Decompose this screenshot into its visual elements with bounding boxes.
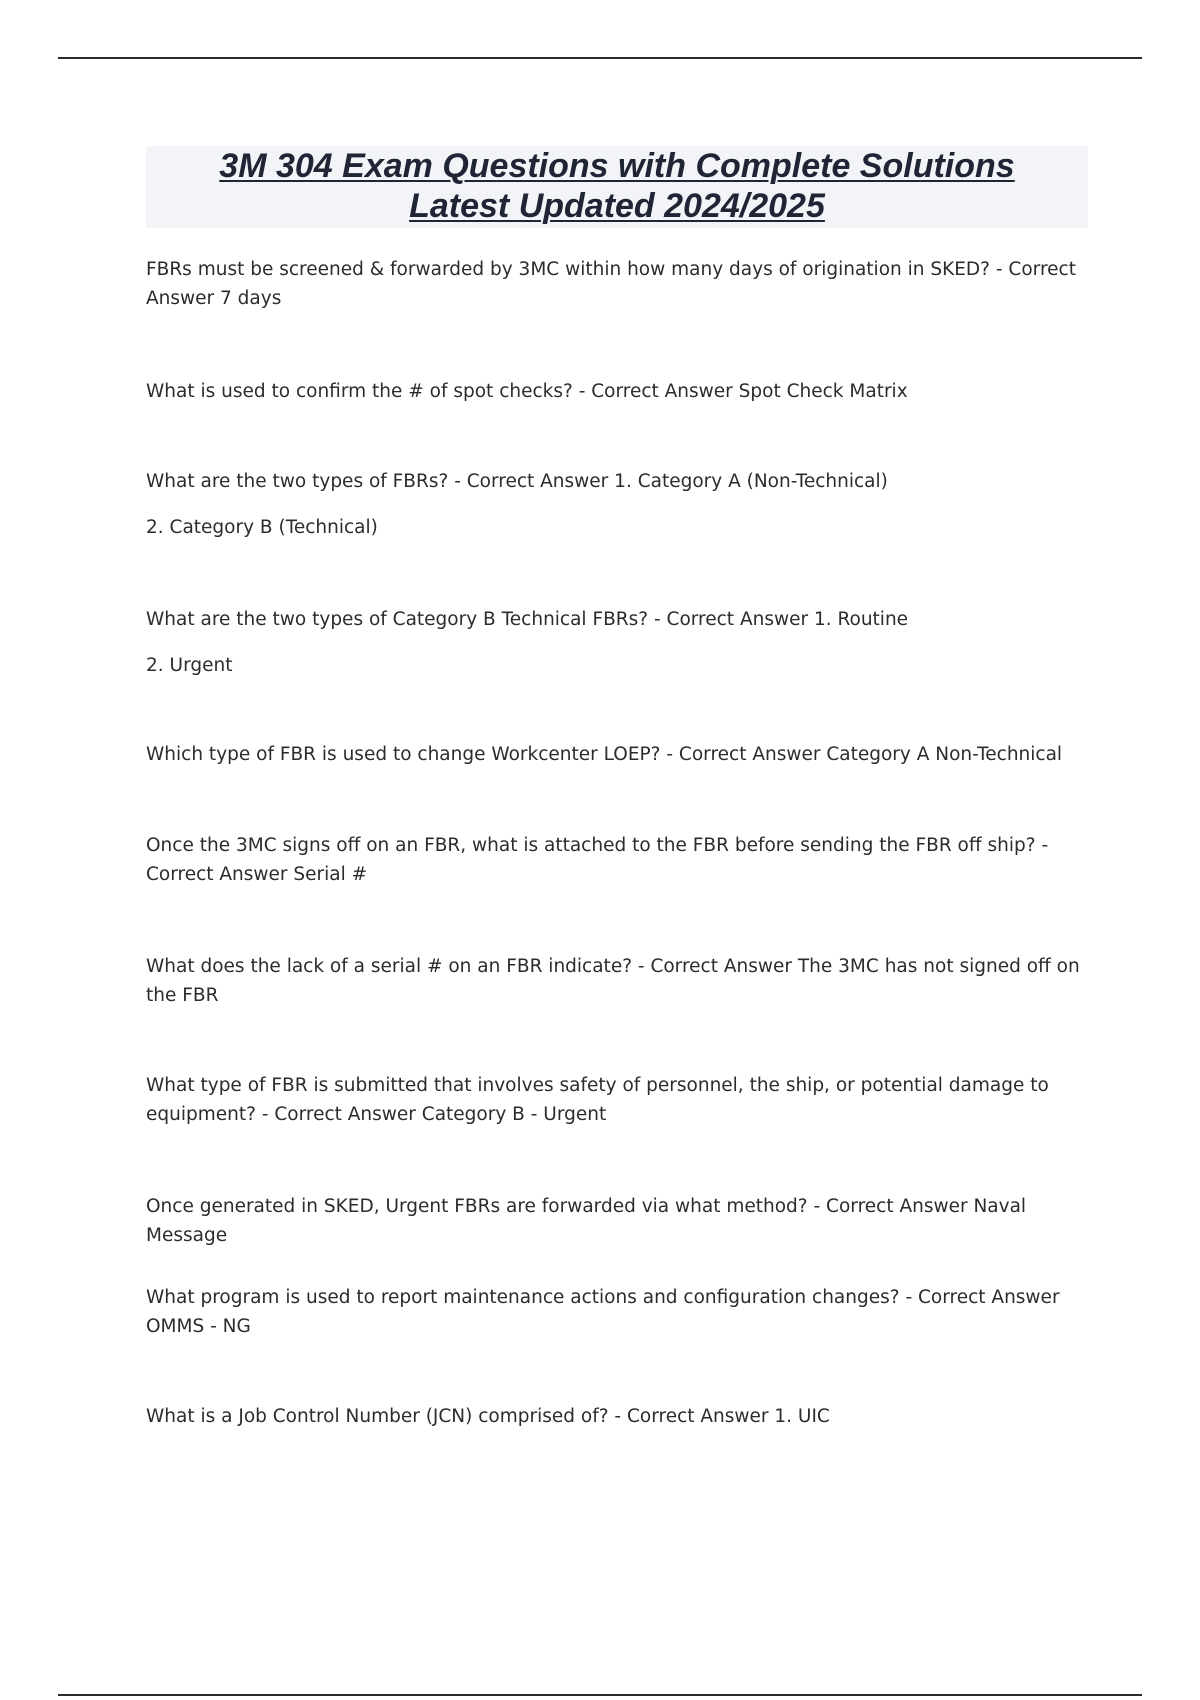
bottom-rule xyxy=(58,1694,1142,1696)
qa-item-7 xyxy=(146,952,1088,1010)
qa-text: 2. Category B (Technical) xyxy=(146,517,378,538)
document-title-line-2: Latest Updated 2024/2025 xyxy=(409,187,825,225)
qa-item-9 xyxy=(146,1192,1088,1250)
qa-text: What is used to confirm the # of spot checks? - Correct Answer Spot Check Matrix xyxy=(146,381,908,402)
qa-item-1 xyxy=(146,255,1088,313)
qa-text: 2. Urgent xyxy=(146,655,233,676)
qa-item-4 xyxy=(146,605,1088,680)
qa-text: FBRs must be screened & forwarded by 3MC within how many days of origination in SKED? - Correct Answer 7 days xyxy=(146,259,1076,309)
qa-item-10 xyxy=(146,1283,1088,1341)
qa-text: Once the 3MC signs off on an FBR, what is attached to the FBR before sending the FBR off ship? - Correct Answer Serial # xyxy=(146,835,1049,885)
qa-item-5 xyxy=(146,740,1088,769)
qa-item-6 xyxy=(146,831,1088,889)
qa-text: What program is used to report maintenance actions and configuration changes? - Correct Answer OMMS - NG xyxy=(146,1287,1060,1337)
title-banner xyxy=(146,146,1088,228)
qa-item-3 xyxy=(146,467,1088,542)
qa-text: What are the two types of FBRs? - Correct Answer 1. Category A (Non-Technical) xyxy=(146,471,888,492)
qa-item-11 xyxy=(146,1402,1088,1431)
qa-text: What is a Job Control Number (JCN) comprised of? - Correct Answer 1. UIC xyxy=(146,1406,830,1427)
top-rule xyxy=(58,57,1142,59)
qa-text: What type of FBR is submitted that involves safety of personnel, the ship, or potential damage to equipment? - Correct Answer Category B - Urgent xyxy=(146,1075,1049,1125)
document-title-line-1: 3M 304 Exam Questions with Complete Solutions xyxy=(219,147,1015,185)
qa-item-2 xyxy=(146,377,1088,406)
qa-text: What does the lack of a serial # on an FBR indicate? - Correct Answer The 3MC has not signed off on the FBR xyxy=(146,956,1080,1006)
qa-text: Once generated in SKED, Urgent FBRs are forwarded via what method? - Correct Answer Naval Message xyxy=(146,1196,1027,1246)
qa-text: What are the two types of Category B Technical FBRs? - Correct Answer 1. Routine xyxy=(146,609,909,630)
qa-text: Which type of FBR is used to change Workcenter LOEP? - Correct Answer Category A Non-Technical xyxy=(146,744,1063,765)
qa-item-8 xyxy=(146,1071,1088,1129)
